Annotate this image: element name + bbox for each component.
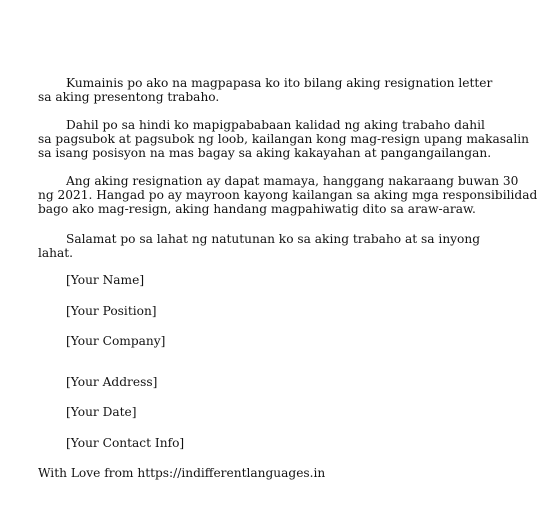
signature-company: [Your Company] — [66, 334, 166, 348]
signature-date: [Your Date] — [66, 405, 137, 419]
footer-credit: With Love from https://indifferentlanguages.in — [38, 466, 326, 480]
paragraph-4-line-1: Salamat po sa lahat ng natutunan ko sa aking trabaho at sa inyong — [66, 232, 481, 246]
paragraph-2-line-1: Dahil po sa hindi ko mapigpababaan kalidad ng aking trabaho dahil — [66, 118, 485, 132]
paragraph-3-line-3: bago ako mag-resign, aking handang magpahiwatig dito sa araw-araw. — [38, 202, 476, 216]
paragraph-3-line-2: ng 2021. Hangad po ay mayroon kayong kailangan sa aking mga responsibilidad — [38, 188, 537, 202]
signature-address: [Your Address] — [66, 375, 158, 389]
signature-name: [Your Name] — [66, 273, 145, 287]
paragraph-4-line-2: lahat. — [38, 246, 74, 260]
paragraph-2-line-3: sa isang posisyon na mas bagay sa aking kakayahan at pangangailangan. — [38, 146, 492, 160]
paragraph-3-line-1: Ang aking resignation ay dapat mamaya, hanggang nakaraang buwan 30 — [66, 174, 519, 188]
paragraph-1-line-1: Kumainis po ako na magpapasa ko ito bilang aking resignation letter — [66, 76, 493, 90]
signature-position: [Your Position] — [66, 304, 157, 318]
paragraph-1-line-2: sa aking presentong trabaho. — [38, 90, 220, 104]
paragraph-2-line-2: sa pagsubok at pagsubok ng loob, kailangan kong mag-resign upang makasalin — [38, 132, 529, 146]
signature-contact: [Your Contact Info] — [66, 436, 185, 450]
